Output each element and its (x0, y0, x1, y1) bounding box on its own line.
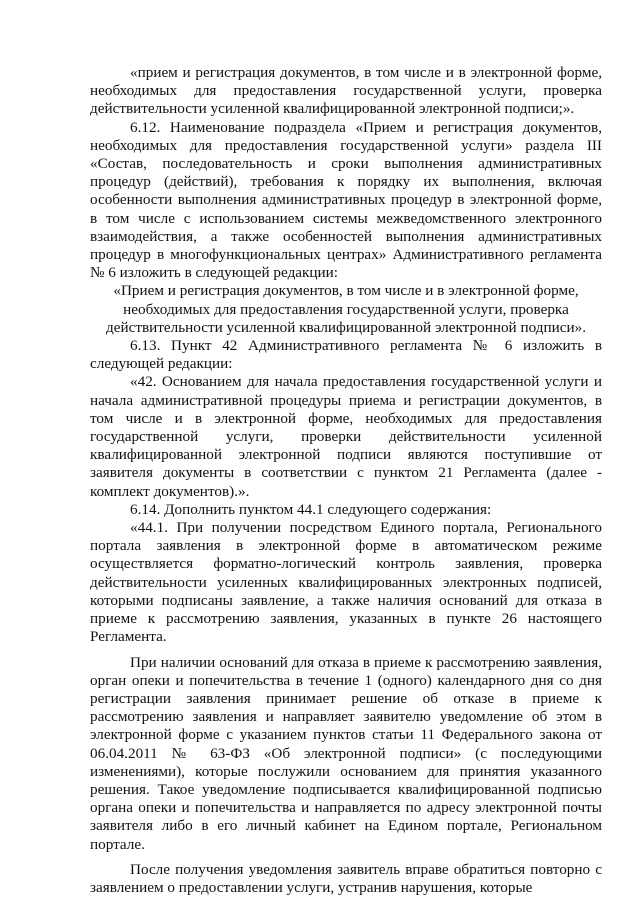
paragraph-after-notification: После получения уведомления заявитель вправе обратиться повторно с заявлением о предоставлении услуги, устранив нарушения, которые (90, 860, 602, 896)
paragraph-6-12: 6.12. Наименование подраздела «Прием и регистрация документов, необходимых для предоставления государственной услуги» раздела III «Состав, последовательность и сроки выполнения административных процедур (действий), требования к порядку их выполнения, включая особенности выполнения административных процедур в электронной форме, в том числе с использованием системы межведомственного электронного взаимодействия, а также особенностей выполнения административных процедур в многофункциональных центрах» Административного регламента № 6 изложить в следующей редакции: (90, 118, 602, 282)
paragraph-6-13: 6.13. Пункт 42 Административного регламента № 6 изложить в следующей редакции: (90, 337, 602, 373)
paragraph-refusal-grounds: При наличии оснований для отказа в приеме к рассмотрению заявления, орган опеки и попечительства в течение 1 (одного) календарного дня со дня регистрации заявления принимает решение об отказе в приеме к рассмотрению заявления и направляет заявителю уведомление об этом в электронной форме с указанием пунктов статьи 11 Федерального закона от 06.04.2011 № 63-ФЗ «Об электронной подписи» (с последующими изменениями), которые послужили основанием для принятия указанного решения. Такое уведомление подписывается квалифицированной подписью органа опеки и попечительства и направляется по адресу электронной почты заявителя либо в его личный кабинет на Едином портале, Региональном портале. (90, 653, 602, 853)
paragraph-item-list-quote: «прием и регистрация документов, в том числе и в электронной форме, необходимых для предоставления государственной услуги, проверка действительности усиленной квалифицированной электронной подписи;». (90, 64, 602, 118)
paragraph-subsection-title: «Прием и регистрация документов, в том числе и в электронной форме, необходимых для предоставления государственной услуги, проверка действительности усиленной квалифицированной электронной подписи». (106, 282, 586, 336)
paragraph-point-44-1: «44.1. При получении посредством Единого портала, Регионального портала заявления в электронной форме в автоматическом режиме осуществляется форматно-логический контроль заявления, проверка действительности усиленных квалифицированных электронных подписей, которыми подписаны заявление, а также наличия оснований для отказа в приеме к рассмотрению заявления, указанных в пункте 26 настоящего Регламента. (90, 519, 602, 646)
paragraph-point-42: «42. Основанием для начала предоставления государственной услуги и начала административной процедуры приема и регистрации документов, в том числе и в электронной форме, необходимых для предоставления государственной услуги, проверки действительности усиленной квалифицированной электронной подписи являются поступившие от заявителя документы в соответствии с пунктом 21 Регламента (далее - комплект документов).». (90, 373, 602, 500)
document-page (90, 64, 602, 897)
paragraph-6-14: 6.14. Дополнить пунктом 44.1 следующего содержания: (130, 500, 492, 518)
